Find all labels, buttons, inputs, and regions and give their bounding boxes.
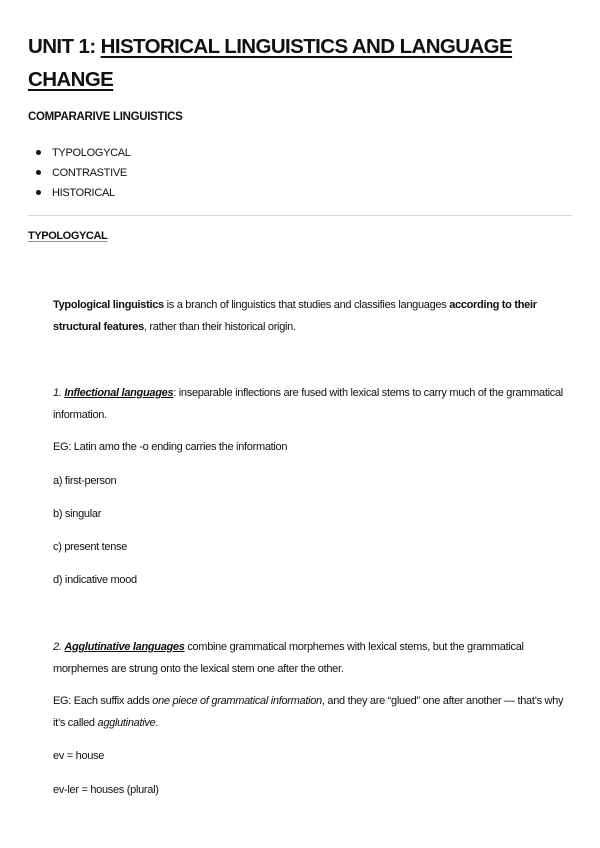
list-item: ev-ler = houses (plural): [53, 784, 159, 796]
list-item: c) present tense: [53, 541, 128, 553]
list-item: TYPOLOGYCAL: [36, 143, 131, 163]
bullet-icon: [36, 170, 41, 175]
list-item: ev = house: [53, 750, 105, 762]
intro-emphasis: according to their structural features: [53, 299, 537, 333]
subheading: COMPARARIVE LINGUISTICS: [28, 111, 183, 123]
agglutinative-example: EG: Each suffix adds one piece of grammatical information, and they are “glued” one after another — that’s why it’s called agglutinative.: [53, 695, 564, 729]
title-prefix: UNIT 1:: [28, 35, 101, 58]
intro-paragraph: Typological linguistics is a branch of linguistics that studies and classifies languages according to their structural features, rather than their historical origin.: [53, 299, 537, 333]
inflectional-term: Inflectional languages: [64, 387, 174, 399]
bullet-icon: [36, 150, 41, 155]
title-underlined: HISTORICAL LINGUISTICS AND LANGUAGE CHANGE: [28, 35, 513, 91]
list-item: d) indicative mood: [53, 574, 137, 586]
divider: [28, 215, 572, 216]
inflectional-paragraph: 1. Inflectional languages: inseparable inflections are fused with lexical stems to carry much of the grammatical information.: [53, 387, 563, 421]
bullet-list: [36, 143, 131, 203]
list-item: CONTRASTIVE: [36, 163, 131, 183]
agglutinative-term: Agglutinative languages: [64, 641, 185, 653]
list-item: HISTORICAL: [36, 183, 131, 203]
inflectional-example: EG: Latin amo the -o ending carries the information: [53, 441, 288, 453]
bullet-icon: [36, 190, 41, 195]
agglutinative-paragraph: 2. Agglutinative languages combine grammatical morphemes with lexical stems, but the grammatical morphemes are strung onto the lexical stem one after the other.: [53, 641, 524, 675]
section-heading: TYPOLOGYCAL: [28, 230, 108, 242]
list-item: a) first-person: [53, 475, 117, 487]
intro-term: Typological linguistics: [53, 299, 164, 311]
list-item: b) singular: [53, 508, 102, 520]
page-title: [28, 30, 573, 96]
